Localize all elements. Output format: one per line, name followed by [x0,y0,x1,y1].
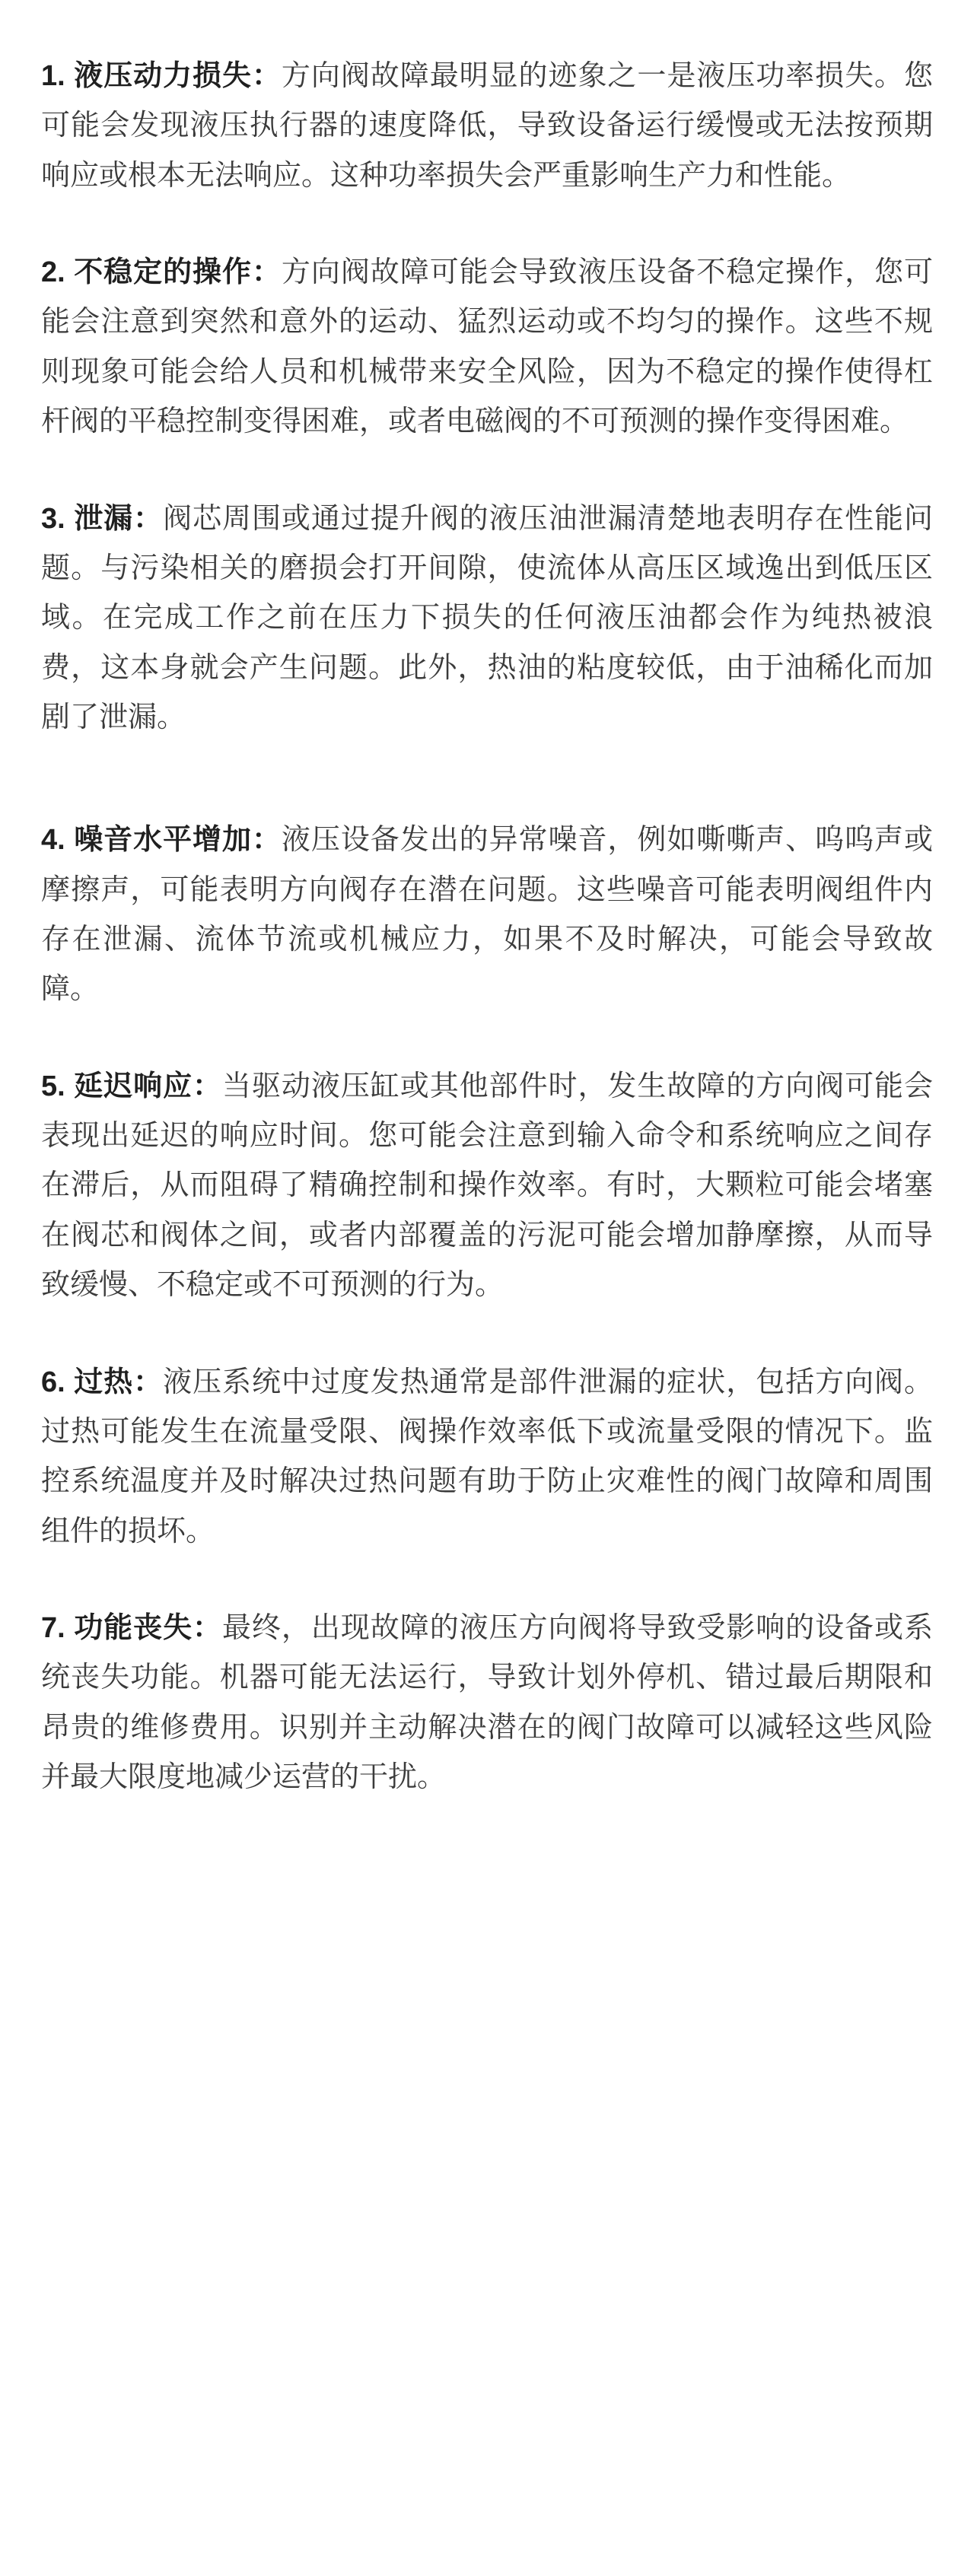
section-number: 3. [41,502,65,535]
section-paragraph [41,248,933,447]
section-number: 7. [41,1611,65,1644]
section-number: 2. [41,256,65,289]
section-paragraph [41,816,933,1014]
section-body: 当驱动液压缸或其他部件时，发生故障的方向阀可能会表现出延迟的响应时间。您可能会注意到输入命令和系统响应之间存在滞后，从而阻碍了精确控制和操作效率。有时，大颗粒可能会堵塞在阀芯和阀体之间，或者内部覆盖的污泥可能会增加静摩擦，从而导致缓慢、不稳定或不可预测的行为。 [41,1070,933,1302]
list-item [41,248,933,447]
section-heading: 噪音水平增加 [74,824,252,857]
section-number: 4. [41,824,65,857]
section-separator: ： [251,60,282,92]
section-body: 方向阀故障可能会导致液压设备不稳定操作，您可能会注意到突然和意外的运动、猛烈运动或不均匀的操作。这些不规则现象可能会给人员和机械带来安全风险，因为不稳定的操作使得杠杆阀的平稳控制变得困难，或者电磁阀的不可预测的操作变得困难。 [41,256,933,438]
list-item [41,1062,933,1311]
section-separator: ： [133,1366,164,1398]
section-body: 方向阀故障最明显的迹象之一是液压功率损失。您可能会发现液压执行器的速度降低，导致设备运行缓慢或无法按预期响应或根本无法响应。这种功率损失会严重影响生产力和性能。 [41,60,933,192]
list-item [41,1358,933,1557]
section-body: 最终，出现故障的液压方向阀将导致受影响的设备或系统丧失功能。机器可能无法运行，导致计划外停机、错过最后期限和昂贵的维修费用。识别并主动解决潜在的阀门故障可以减轻这些风险并最大限度地减少运营的干扰。 [41,1611,933,1794]
section-paragraph [41,1358,933,1557]
list-item [41,816,933,1014]
list-item [41,1604,933,1802]
section-heading: 不稳定的操作 [74,256,252,289]
section-number: 1. [41,60,65,92]
section-number: 6. [41,1366,65,1398]
section-heading: 过热 [74,1366,134,1398]
list-item [41,495,933,743]
section-paragraph [41,495,933,743]
section-separator: ： [133,502,164,535]
section-number: 5. [41,1070,65,1102]
section-paragraph [41,1062,933,1311]
section-separator: ： [193,1611,223,1644]
list-item [41,52,933,201]
section-heading: 功能丧失 [74,1611,193,1644]
section-separator: ： [193,1070,223,1102]
section-body: 液压系统中过度发热通常是部件泄漏的症状，包括方向阀。过热可能发生在流量受限、阀操作效率低下或流量受限的情况下。监控系统温度并及时解决过热问题有助于防止灾难性的阀门故障和周围组件的损坏。 [41,1366,933,1547]
section-body: 液压设备发出的异常噪音，例如嘶嘶声、呜呜声或摩擦声，可能表明方向阀存在潜在问题。这些噪音可能表明阀组件内存在泄漏、流体节流或机械应力，如果不及时解决，可能会导致故障。 [41,824,933,1006]
section-separator: ： [251,824,282,857]
section-paragraph [41,1604,933,1802]
section-body: 阀芯周围或通过提升阀的液压油泄漏清楚地表明存在性能问题。与污染相关的磨损会打开间隙，使流体从高压区域逸出到低压区域。在完成工作之前在压力下损失的任何液压油都会作为纯热被浪费，这本身就会产生问题。此外，热油的粘度较低，由于油稀化而加剧了泄漏。 [41,502,933,733]
section-separator: ： [251,256,282,289]
section-heading: 泄漏 [74,502,134,535]
section-heading: 延迟响应 [74,1070,193,1102]
section-heading: 液压动力损失 [74,60,252,92]
section-paragraph [41,52,933,201]
